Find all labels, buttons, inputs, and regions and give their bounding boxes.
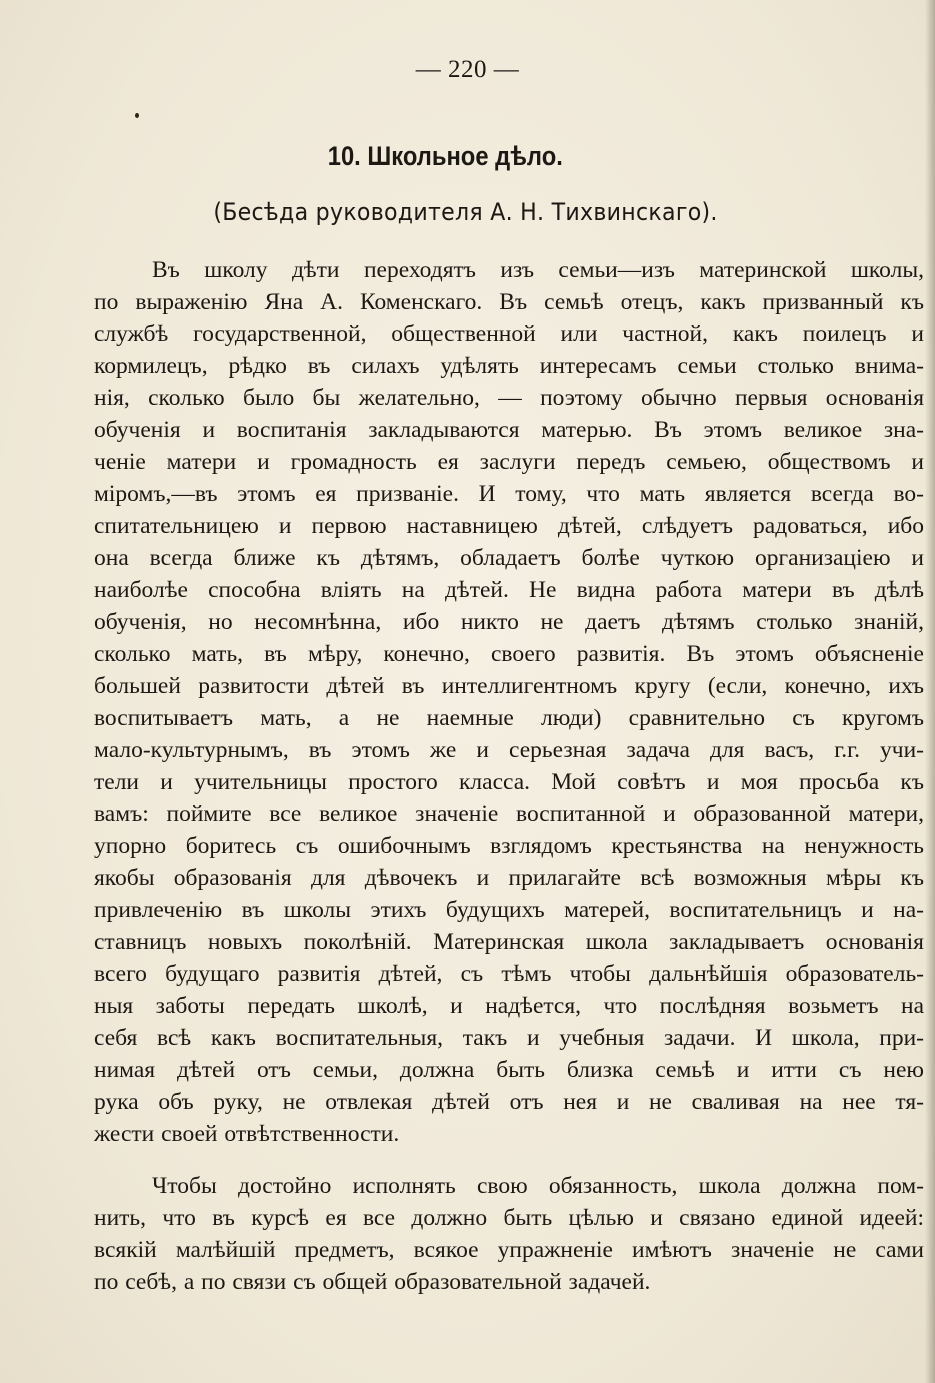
text-line: обученія, но несомнѣнна, ибо никто не даетъ дѣтямъ столько знаній,	[94, 609, 924, 635]
text-line: обученія и воспитанія закладываются матерью. Въ этомъ великое зна-	[94, 417, 924, 443]
paragraph-1	[94, 254, 924, 1150]
text-line: сколько мать, въ мѣру, конечно, своего развитія. Въ этомъ объясненіе	[94, 641, 924, 667]
text-line: по себѣ, а по связи съ общей образовательной задачей.	[94, 1269, 651, 1295]
text-line: спитательницею и первою наставницею дѣтей, слѣдуетъ радоваться, ибо	[94, 513, 924, 539]
text-line: привлеченію въ школы этихъ будущихъ матерей, воспитательницъ и на-	[94, 897, 924, 923]
ink-speck	[135, 113, 139, 118]
text-line: ныя заботы передать школѣ, и надѣется, что послѣдняя возьметъ на	[94, 993, 924, 1019]
text-line: вамъ: поймите все великое значеніе воспитанной и образованной матери,	[94, 801, 924, 827]
text-line: якобы образованія для дѣвочекъ и прилагайте всѣ возможныя мѣры къ	[94, 865, 924, 891]
text-line: жести своей отвѣтственности.	[94, 1121, 400, 1147]
text-line: ставницъ новыхъ поколѣній. Материнская школа закладываетъ основанія	[94, 929, 924, 955]
text-line: нить, что въ курсѣ ея все должно быть цѣлью и связано единой идеей:	[94, 1205, 924, 1231]
text-line: всякій малѣйшій предметъ, всякое упражненіе имѣютъ значеніе не сами	[94, 1237, 924, 1263]
text-line: службѣ государственной, общественной или частной, какъ поилецъ и	[94, 321, 924, 347]
text-line: рука объ руку, не отвлекая дѣтей отъ нея и не сваливая на нее тя-	[94, 1089, 924, 1115]
text-line: всего будущаго развитія дѣтей, съ тѣмъ чтобы дальнѣйшія образователь-	[94, 961, 924, 987]
chapter-subtitle: (Бесѣда руководителя А. Н. Тихвинскаго).	[213, 198, 718, 226]
text-line: тели и учительницы простого класса. Мой совѣтъ и моя просьба къ	[94, 769, 924, 795]
text-line: ченіе матери и громадность ея заслуги передъ семьею, обществомъ и	[94, 449, 924, 475]
text-line: Въ школу дѣти переходятъ изъ семьи—изъ материнской школы,	[152, 257, 924, 283]
text-line: наиболѣе способна вліять на дѣтей. Не видна работа матери въ дѣлѣ	[94, 577, 924, 603]
text-line: Чтобы достойно исполнять свою обязанность, школа должна пом-	[152, 1173, 924, 1199]
page-number: — 220 —	[415, 56, 520, 83]
text-line: себя всѣ какъ воспитательныя, такъ и учебныя задачи. И школа, при-	[94, 1025, 924, 1051]
paragraph-2	[94, 1170, 924, 1298]
text-line: большей развитости дѣтей въ интеллигентномъ кругу (если, конечно, ихъ	[94, 673, 924, 699]
chapter-title: 10. Школьное дѣло.	[327, 141, 563, 171]
text-line: она всегда ближе къ дѣтямъ, обладаетъ болѣе чуткою организаціею и	[94, 545, 924, 571]
text-line: мало-культурнымъ, въ этомъ же и серьезная задача для васъ, г.г. учи-	[94, 737, 924, 763]
text-line: воспитываетъ мать, а не наемные люди) сравнительно съ кругомъ	[94, 705, 924, 731]
text-line: міромъ,—въ этомъ ея призваніе. И тому, что мать является всегда во-	[94, 481, 924, 507]
text-line: кормилецъ, рѣдко въ силахъ удѣлять интересамъ семьи столько внима-	[94, 353, 924, 379]
text-line: нимая дѣтей отъ семьи, должна быть близка семьѣ и итти съ нею	[94, 1057, 924, 1083]
text-line: упорно боритесь съ ошибочнымъ взглядомъ крестьянства на ненужность	[94, 833, 924, 859]
text-line: по выраженію Яна А. Коменскаго. Въ семьѣ отецъ, какъ призванный къ	[94, 289, 924, 315]
text-line: нія, сколько было бы желательно, — поэтому обычно первыя основанія	[94, 385, 924, 411]
